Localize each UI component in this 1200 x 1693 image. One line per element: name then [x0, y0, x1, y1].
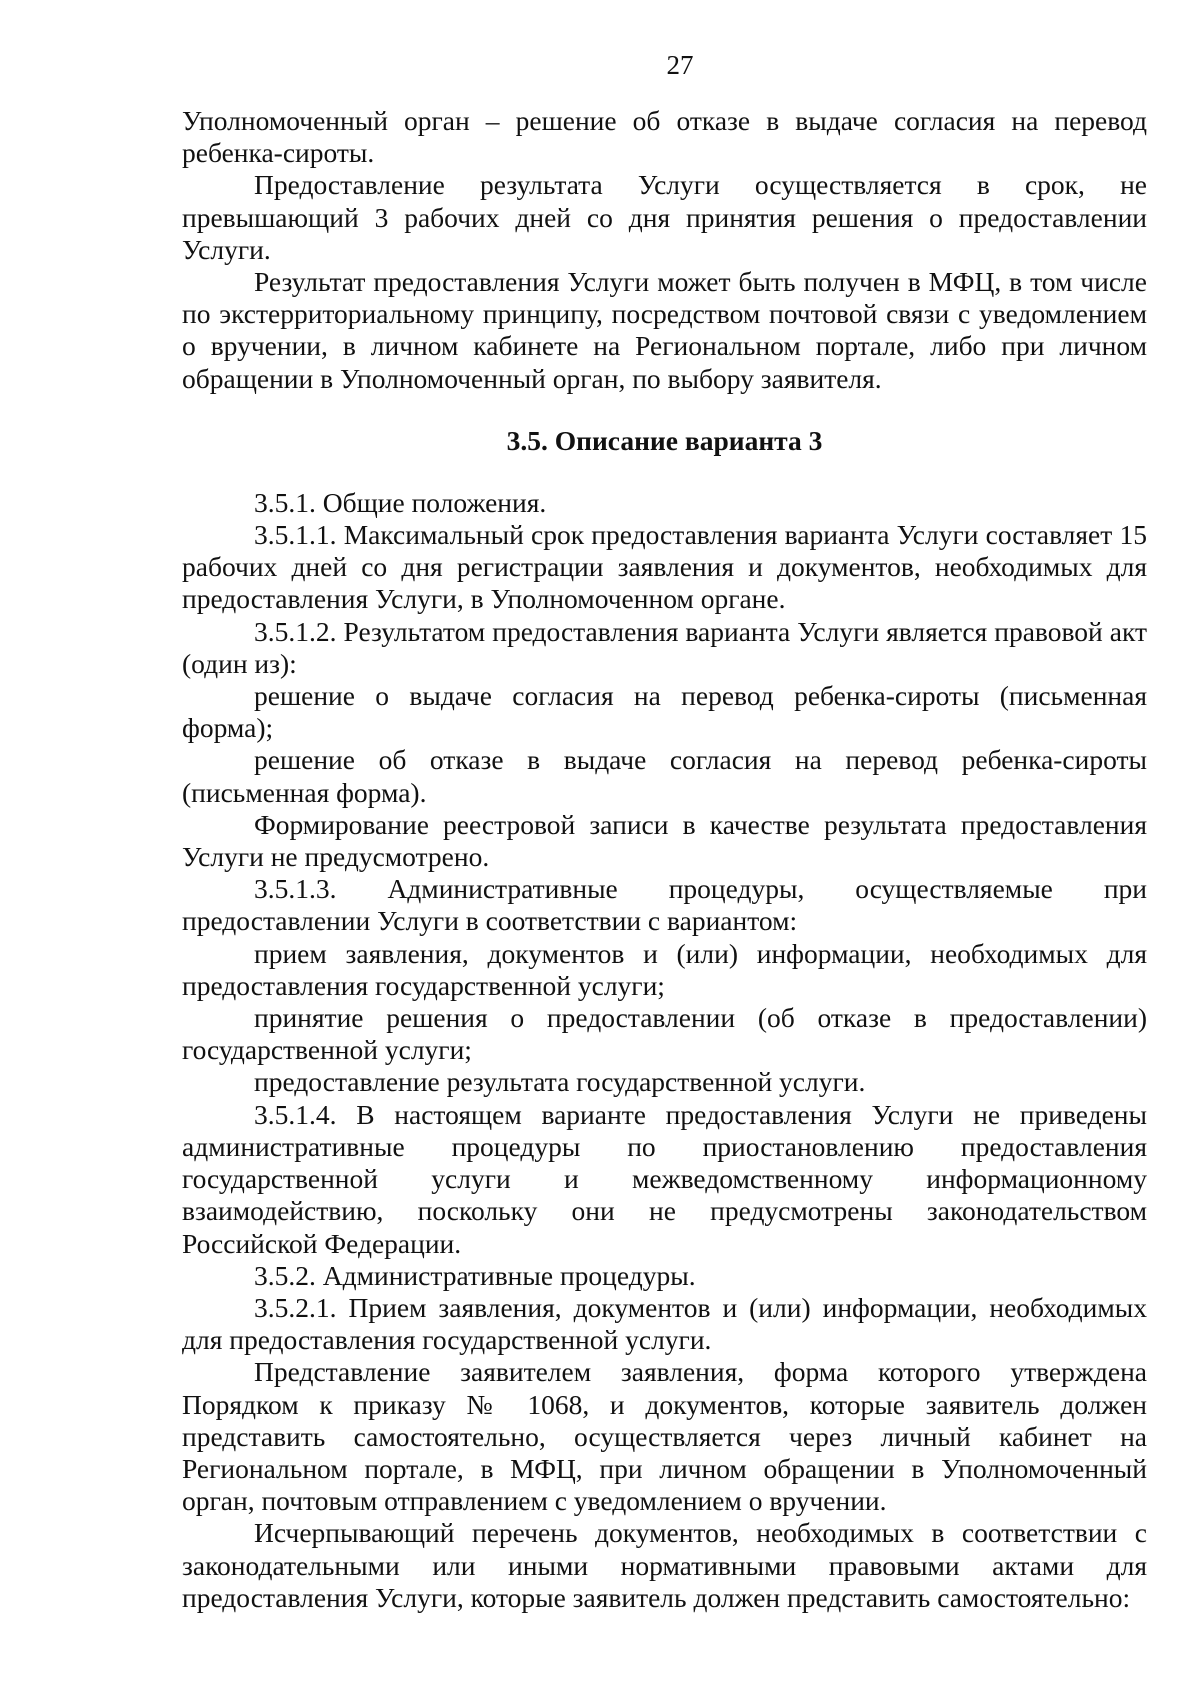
list-item: решение об отказе в выдаче согласия на перевод ребенка-сироты (письменная форма). [182, 744, 1147, 808]
page-number: 27 [666, 50, 694, 80]
paragraph: 3.5.1.4. В настоящем варианте предоставления Услуги не приведены административные процедуры по приостановлению предоставления государственной услуги и межведомственному информационному взаимодействию, поскольку они не предусмотрены законодательством Российской Федерации. [182, 1098, 1147, 1259]
paragraph: 3.5.1. Общие положения. [254, 486, 547, 518]
paragraph: Исчерпывающий перечень документов, необходимых в соответствии с законодательными или иными нормативными правовыми актами для предоставления Услуги, которые заявитель должен представить самостоятельно: [182, 1517, 1147, 1613]
list-item: прием заявления, документов и (или) информации, необходимых для предоставления государственной услуги; [182, 937, 1147, 1001]
document-body [182, 105, 1147, 1614]
paragraph: 3.5.2.1. Прием заявления, документов и (или) информации, необходимых для предоставления государственной услуги. [182, 1291, 1147, 1356]
list-item: решение о выдаче согласия на перевод ребенка-сироты (письменная форма); [182, 680, 1147, 744]
paragraph: Результат предоставления Услуги может быть получен в МФЦ, в том числе по экстерриториальному принципу, посредством почтовой связи с уведомлением о вручении, в личном кабинете на Региональном портале, либо при личном обращении в Уполномоченный орган, по выбору заявителя. [182, 266, 1147, 394]
paragraph: 3.5.2. Административные процедуры. [254, 1259, 696, 1291]
paragraph: Уполномоченный орган – решение об отказе в выдаче согласия на перевод ребенка-сироты. [182, 105, 1147, 169]
paragraph: 3.5.1.1. Максимальный срок предоставления варианта Услуги составляет 15 рабочих дней со дня регистрации заявления и документов, необходимых для предоставления Услуги, в Уполномоченном органе. [182, 519, 1147, 615]
paragraph: Представление заявителем заявления, форма которого утверждена Порядком к приказу № 1068, и документов, которые заявитель должен представить самостоятельно, осуществляется через личный кабинет на Региональном портале, в МФЦ, при личном обращении в Уполномоченный орган, почтовым отправлением с уведомлением о вручении. [182, 1356, 1147, 1517]
section-heading: 3.5. Описание варианта 3 [506, 424, 823, 456]
paragraph: 3.5.1.2. Результатом предоставления варианта Услуги является правовой акт (один из): [182, 615, 1147, 679]
list-item: принятие решения о предоставлении (об отказе в предоставлении) государственной услуги; [182, 1002, 1147, 1066]
paragraph: Формирование реестровой записи в качестве результата предоставления Услуги не предусмотрено. [182, 808, 1147, 873]
paragraph: 3.5.1.3. Административные процедуры, осуществляемые при предоставлении Услуги в соответствии с вариантом: [182, 873, 1147, 937]
list-item: предоставление результата государственной услуги. [254, 1066, 866, 1098]
paragraph: Предоставление результата Услуги осуществляется в срок, не превышающий 3 рабочих дней со дня принятия решения о предоставлении Услуги. [182, 169, 1147, 265]
